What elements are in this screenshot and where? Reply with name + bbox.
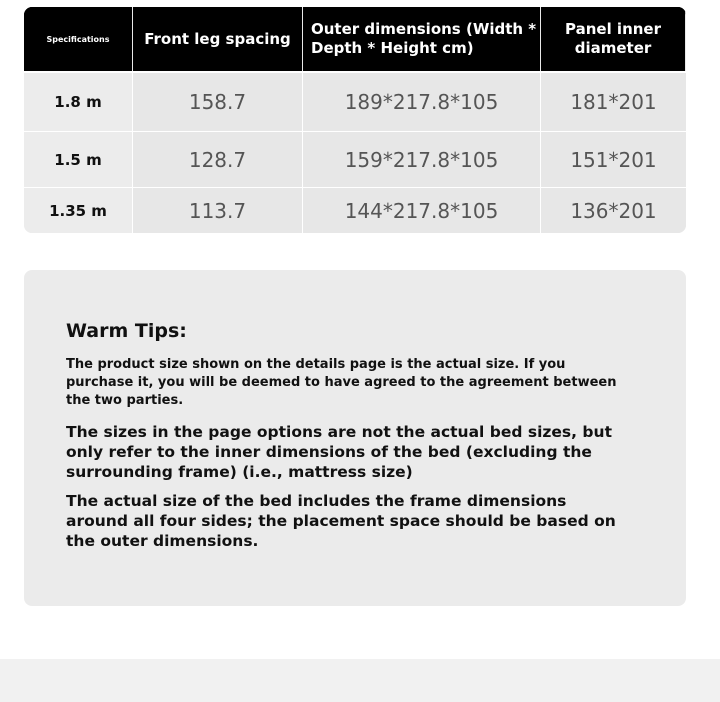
spec-label: 1.5 m xyxy=(54,150,102,169)
front-leg-value: 113.7 xyxy=(188,198,247,223)
tip-text: The actual size of the bed includes the frame dimensions around all four sides; the placement space should be based on the outer dimensions. xyxy=(66,492,616,550)
table-header-row xyxy=(24,7,686,71)
inner-value: 136*201 xyxy=(570,198,657,223)
spec-label: 1.35 m xyxy=(49,201,107,220)
header-outer-dimensions: Outer dimensions (Width * Depth * Height cm) xyxy=(303,7,541,71)
spec-cell xyxy=(24,132,133,187)
table-row xyxy=(24,187,686,233)
inner-cell xyxy=(541,132,686,187)
spec-label: 1.8 m xyxy=(54,93,102,111)
outer-value: 144*217.8*105 xyxy=(344,198,499,223)
tip-text: The sizes in the page options are not the actual bed sizes, but only refer to the inner dimensions of the bed (excluding the surrounding frame) (i.e., mattress size) xyxy=(66,423,612,481)
warm-tips-title: Warm Tips: xyxy=(66,320,187,342)
front-leg-value: 158.7 xyxy=(188,90,247,114)
spec-cell xyxy=(24,188,133,233)
inner-cell xyxy=(541,188,686,233)
header-panel-inner-diameter: Panel inner diameter xyxy=(541,7,686,71)
outer-cell xyxy=(303,132,541,187)
spec-cell xyxy=(24,73,133,131)
front-leg-cell xyxy=(133,73,303,131)
outer-value: 189*217.8*105 xyxy=(344,90,499,114)
tip-text: The product size shown on the details page is the actual size. If you purchase it, you will be deemed to have agreed to the agreement between the two parties. xyxy=(66,357,617,408)
spec-table xyxy=(24,7,686,233)
warm-tips-panel xyxy=(24,270,686,606)
outer-value: 159*217.8*105 xyxy=(344,147,499,172)
front-leg-cell xyxy=(133,132,303,187)
table-row xyxy=(24,71,686,131)
front-leg-value: 128.7 xyxy=(188,147,247,172)
bottom-band xyxy=(0,659,720,702)
inner-value: 181*201 xyxy=(570,90,657,114)
front-leg-cell xyxy=(133,188,303,233)
inner-cell xyxy=(541,73,686,131)
header-front-leg-spacing: Front leg spacing xyxy=(133,7,303,71)
outer-cell xyxy=(303,188,541,233)
header-specifications: Specifications xyxy=(24,7,133,71)
table-row xyxy=(24,131,686,187)
inner-value: 151*201 xyxy=(570,147,657,172)
outer-cell xyxy=(303,73,541,131)
